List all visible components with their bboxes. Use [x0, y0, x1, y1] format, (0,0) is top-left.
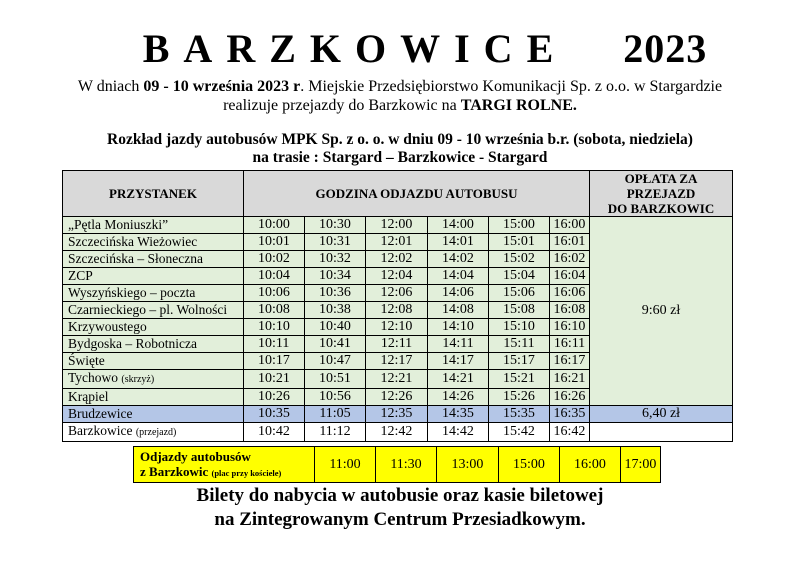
title-year: 2023 — [623, 26, 708, 71]
departure-time: 15:35 — [489, 406, 550, 423]
return-departure-time: 13:00 — [437, 447, 499, 483]
departures-table — [133, 446, 661, 483]
departure-time: 10:32 — [305, 251, 366, 268]
departure-time: 10:06 — [244, 285, 305, 302]
stop-name — [63, 302, 244, 319]
fee-brudzewice: 6,40 zł — [590, 406, 733, 423]
table-row — [63, 406, 733, 423]
departures-label — [134, 447, 315, 483]
departure-time: 10:47 — [305, 353, 366, 370]
departure-time: 12:26 — [366, 389, 428, 406]
return-departure-time: 11:30 — [376, 447, 437, 483]
stop-note: (skrzyż) — [121, 374, 155, 385]
stop-name — [63, 336, 244, 353]
departures-label-note: (plac przy kościele) — [211, 467, 282, 478]
departure-time: 10:34 — [305, 268, 366, 285]
departure-time: 14:02 — [428, 251, 489, 268]
stop-name-text: Szczecińska Wieżowiec — [68, 234, 198, 249]
stop-name — [63, 406, 244, 423]
departure-time: 16:01 — [550, 234, 590, 251]
departure-time: 14:35 — [428, 406, 489, 423]
stop-name — [63, 268, 244, 285]
departure-time: 10:08 — [244, 302, 305, 319]
departure-time: 12:00 — [366, 217, 428, 234]
departures-row — [134, 447, 661, 483]
table-row — [63, 423, 733, 442]
header-fee-line1: OPŁATA ZA PRZEJAZD — [624, 171, 698, 201]
departure-time: 12:06 — [366, 285, 428, 302]
departure-time: 12:08 — [366, 302, 428, 319]
departure-time: 16:17 — [550, 353, 590, 370]
departure-time: 10:42 — [244, 423, 305, 442]
stop-note: (przejazd) — [135, 427, 177, 438]
departure-time: 12:11 — [366, 336, 428, 353]
departure-time: 15:00 — [489, 217, 550, 234]
departure-time: 10:30 — [305, 217, 366, 234]
departure-time: 16:35 — [550, 406, 590, 423]
departures-label-line1: Odjazdy autobusów — [140, 448, 251, 464]
departure-time: 15:04 — [489, 268, 550, 285]
stop-name-text: Szczecińska – Słoneczna — [68, 251, 203, 266]
departure-time: 14:26 — [428, 389, 489, 406]
departure-time: 10:21 — [244, 370, 305, 389]
departure-time: 15:06 — [489, 285, 550, 302]
stop-name — [63, 251, 244, 268]
schedule-subheading — [0, 131, 800, 167]
intro-line2-a: realizuje przejazdy do Barzkowic na — [223, 97, 457, 114]
intro-line1-a: W dniach — [77, 78, 140, 95]
stop-name-text: Czarnieckiego – pl. Wolności — [68, 302, 228, 317]
stop-name — [63, 370, 244, 389]
departure-time: 10:38 — [305, 302, 366, 319]
stop-name-text: Krąpiel — [68, 389, 109, 404]
departure-time: 10:11 — [244, 336, 305, 353]
departure-time: 16:00 — [550, 217, 590, 234]
departure-time: 16:21 — [550, 370, 590, 389]
departure-time: 10:51 — [305, 370, 366, 389]
return-departure-time: 16:00 — [560, 447, 621, 483]
departure-time: 12:02 — [366, 251, 428, 268]
subhead-line1: Rozkład jazdy autobusów MPK Sp. z o. o. w dniu 09 - 10 września b.r. (sobota, niedziela) — [107, 131, 693, 148]
table-row — [63, 217, 733, 234]
departure-time: 15:01 — [489, 234, 550, 251]
stop-name — [63, 234, 244, 251]
stop-name-text: Święte — [68, 353, 105, 368]
schedule-table — [62, 170, 733, 442]
departure-time: 11:12 — [305, 423, 366, 442]
header-stop: PRZYSTANEK — [63, 171, 244, 217]
stop-name — [63, 217, 244, 234]
stop-name-text: Krzywoustego — [68, 319, 147, 334]
departure-time: 10:00 — [244, 217, 305, 234]
departure-time: 15:08 — [489, 302, 550, 319]
departure-time: 16:11 — [550, 336, 590, 353]
stop-name-text: „Pętla Moniuszki” — [68, 217, 169, 232]
schedule-header-row — [63, 171, 733, 217]
footer-notice — [0, 484, 800, 532]
departure-time: 16:26 — [550, 389, 590, 406]
departure-time: 10:02 — [244, 251, 305, 268]
departure-time: 12:21 — [366, 370, 428, 389]
stop-name — [63, 389, 244, 406]
departure-time: 10:40 — [305, 319, 366, 336]
header-times: GODZINA ODJAZDU AUTOBUSU — [244, 171, 590, 217]
departure-time: 15:26 — [489, 389, 550, 406]
departure-time: 10:41 — [305, 336, 366, 353]
departure-time: 14:21 — [428, 370, 489, 389]
departure-time: 14:04 — [428, 268, 489, 285]
departure-time: 10:01 — [244, 234, 305, 251]
title-town: BARZKOWICE — [142, 26, 568, 71]
stop-name — [63, 285, 244, 302]
departure-time: 14:10 — [428, 319, 489, 336]
departure-time: 16:42 — [550, 423, 590, 442]
departure-time: 15:17 — [489, 353, 550, 370]
departure-time: 14:08 — [428, 302, 489, 319]
departure-time: 16:08 — [550, 302, 590, 319]
departure-time: 12:35 — [366, 406, 428, 423]
departure-time: 14:06 — [428, 285, 489, 302]
intro-dates: 09 - 10 września 2023 r — [143, 78, 301, 95]
departure-time: 10:35 — [244, 406, 305, 423]
departure-time: 15:02 — [489, 251, 550, 268]
departure-time: 10:10 — [244, 319, 305, 336]
intro-event: TARGI ROLNE. — [460, 97, 577, 114]
header-fee — [590, 171, 733, 217]
departure-time: 12:04 — [366, 268, 428, 285]
stop-name — [63, 353, 244, 370]
stop-name-text: ZCP — [68, 268, 93, 283]
departure-time: 12:42 — [366, 423, 428, 442]
departure-time: 14:11 — [428, 336, 489, 353]
footer-line2: na Zintegrowanym Centrum Przesiadkowym. — [214, 509, 586, 530]
departure-time: 10:26 — [244, 389, 305, 406]
departure-time: 15:21 — [489, 370, 550, 389]
departure-time: 12:01 — [366, 234, 428, 251]
departure-time: 10:04 — [244, 268, 305, 285]
departure-time: 10:31 — [305, 234, 366, 251]
departure-time: 14:01 — [428, 234, 489, 251]
intro-line1-b: . Miejskie Przedsiębiorstwo Komunikacji Sp. z o.o. w Stargardzie — [300, 78, 723, 95]
return-departure-time: 15:00 — [499, 447, 560, 483]
departure-time: 10:17 — [244, 353, 305, 370]
return-departure-time: 17:00 — [621, 447, 661, 483]
stop-name-text: Bydgoska – Robotnicza — [68, 336, 197, 351]
intro-text — [0, 77, 800, 115]
return-departure-time: 11:00 — [315, 447, 376, 483]
stop-name — [63, 423, 244, 442]
departure-time: 15:11 — [489, 336, 550, 353]
header-fee-line2: DO BARZKOWIC — [607, 201, 715, 216]
departure-time: 10:56 — [305, 389, 366, 406]
departure-time: 16:10 — [550, 319, 590, 336]
page-title — [0, 24, 800, 74]
schedule-body — [63, 217, 733, 442]
stop-name-text: Barzkowice — [68, 423, 133, 438]
departure-time: 11:05 — [305, 406, 366, 423]
stop-name-text: Brudzewice — [68, 406, 133, 421]
departures-label-line2: z Barzkowic — [140, 463, 209, 479]
stop-name-text: Wyszyńskiego – poczta — [68, 285, 196, 300]
departure-time: 15:42 — [489, 423, 550, 442]
stop-name-text: Tychowo — [68, 370, 119, 385]
departure-time: 16:04 — [550, 268, 590, 285]
departure-time: 12:17 — [366, 353, 428, 370]
departure-time: 10:36 — [305, 285, 366, 302]
stop-name — [63, 319, 244, 336]
footer-line1: Bilety do nabycia w autobusie oraz kasie biletowej — [196, 485, 604, 506]
departure-time: 12:10 — [366, 319, 428, 336]
departure-time: 16:02 — [550, 251, 590, 268]
departure-time: 15:10 — [489, 319, 550, 336]
departure-time: 14:00 — [428, 217, 489, 234]
subhead-line2: na trasie : Stargard – Barzkowice - Stargard — [252, 149, 548, 166]
fee-empty — [590, 423, 733, 442]
departure-time: 14:42 — [428, 423, 489, 442]
departure-time: 14:17 — [428, 353, 489, 370]
fee-main: 9:60 zł — [590, 217, 733, 406]
departure-time: 16:06 — [550, 285, 590, 302]
